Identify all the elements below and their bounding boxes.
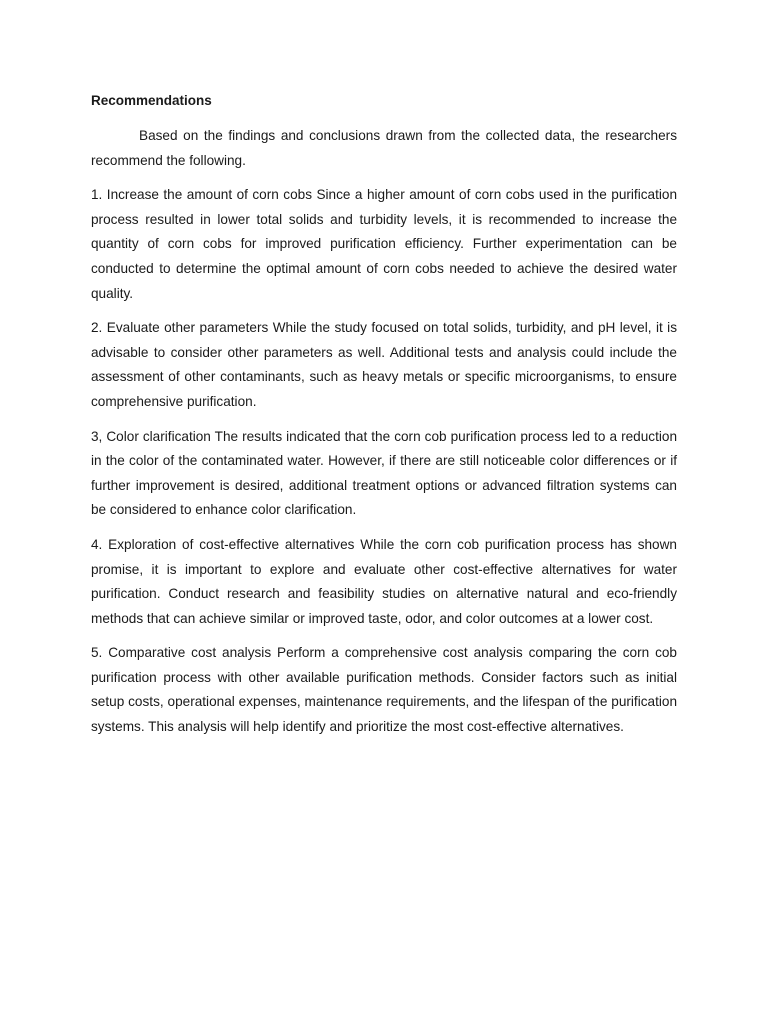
recommendation-1: 1. Increase the amount of corn cobs Since a higher amount of corn cobs used in the purification process resulted in lower total solids and turbidity levels, it is recommended to increase the quantity of corn cobs for improved purification efficiency. Further experimentation can be conducted to determine the optimal amount of corn cobs needed to achieve the desired water quality. (91, 187, 677, 301)
recommendation-4: 4. Exploration of cost-effective alternatives While the corn cob purification process has shown promise, it is important to explore and evaluate other cost-effective alternatives for water purification. Conduct research and feasibility studies on alternative natural and eco-friendly methods that can achieve similar or improved taste, odor, and color outcomes at a lower cost. (91, 536, 677, 626)
recommendation-2: 2. Evaluate other parameters While the study focused on total solids, turbidity, and pH level, it is advisable to consider other parameters as well. Additional tests and analysis could include the assessment of other contaminants, such as heavy metals or specific microorganisms, to ensure comprehensive purification. (91, 320, 677, 409)
document-page (91, 92, 677, 750)
recommendation-3: 3, Color clarification The results indicated that the corn cob purification process led to a reduction in the color of the contaminated water. However, if there are still noticeable color differences or if further improvement is desired, additional treatment options or advanced filtration systems can be considered to enhance color clarification. (91, 428, 677, 518)
recommendation-5: 5. Comparative cost analysis Perform a comprehensive cost analysis comparing the corn cob purification process with other available purification methods. Consider factors such as initial setup costs, operational expenses, maintenance requirements, and the lifespan of the purification systems. This analysis will help identify and prioritize the most cost-effective alternatives. (91, 645, 677, 735)
section-heading: Recommendations (91, 93, 212, 108)
intro-paragraph: Based on the findings and conclusions drawn from the collected data, the researchers recommend the following. (91, 128, 677, 168)
